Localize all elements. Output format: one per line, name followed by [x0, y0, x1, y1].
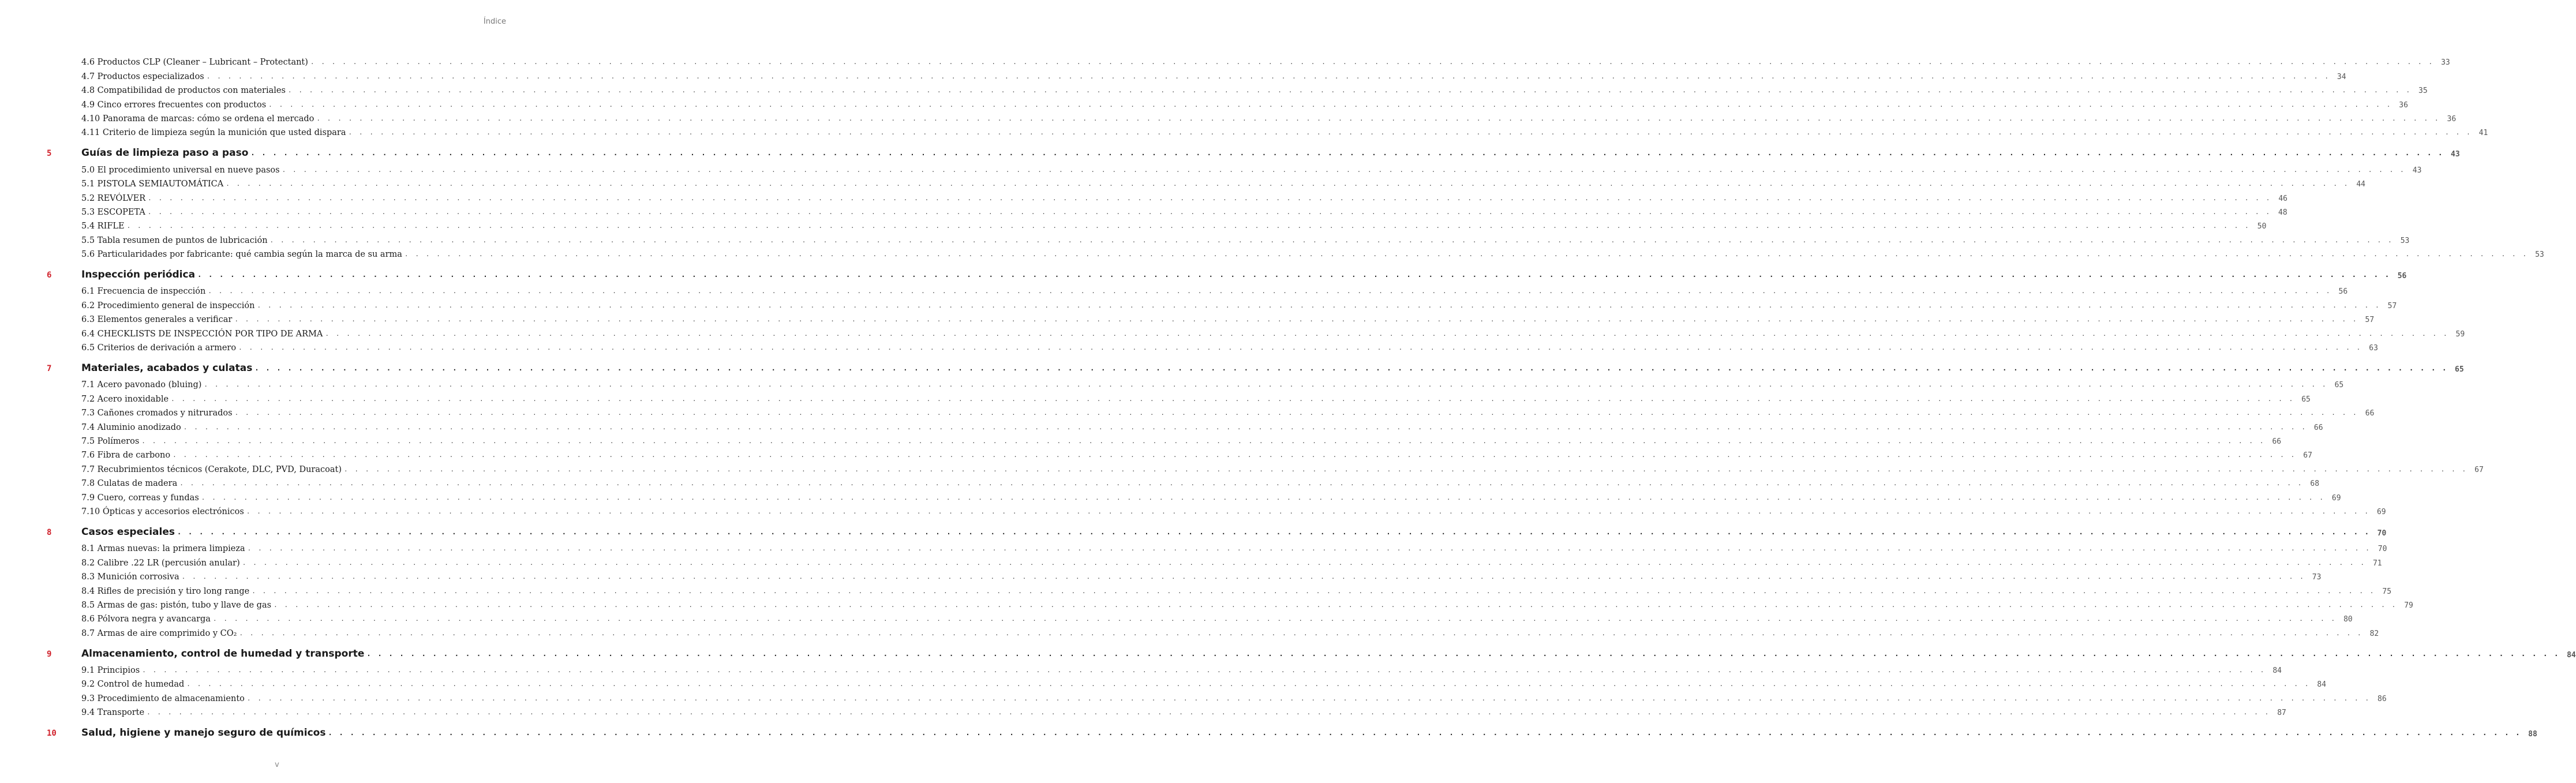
- dot-leader: . . . . . . . . . . . . . . . . . . . . . . . . . . . . . . . . . . . . . . . . . . . . . . . . . . . . . . . . . . . . . . . . . . . . . . . . . . . . . . . . . . . . . . . . . . . . . . . . . . . . . . . . . . . . . . . . . . . . . . . . . . . . . . . . . . . . . . . . . . . . . . . . . . . . . . . . . . . . . . . . . . . . . . . . . . . . . . . . . . . . . . . . . . . . . . . . . . . . . . . .: [282, 166, 2406, 174]
- dot-leader: . . . . . . . . . . . . . . . . . . . . . . . . . . . . . . . . . . . . . . . . . . . . . . . . . . . . . . . . . . . . . . . . . . . . . . . . . . . . . . . . . . . . . . . . . . . . . . . . . . . . . . . . . . . . . . . . . . . . . . . . . . . . . . . . . . . . . . . . . . . . . . . . . . . . . . . . . . . . . . . . . . . . . . . . . . . . . . . . . . . . . . . . . . . . . . . . . . . . . . . .: [234, 316, 2358, 324]
- entry-title: 4.10 Panorama de marcas: cómo se ordena el mercado: [81, 114, 316, 123]
- toc-chapter[interactable]: [47, 523, 2387, 538]
- toc-entry[interactable]: [81, 160, 2422, 175]
- page-number: 56: [2338, 287, 2348, 297]
- page-number: 66: [2272, 437, 2282, 446]
- page-number: 33: [2441, 58, 2450, 68]
- page-number: 34: [2337, 72, 2346, 81]
- page-number: 68: [2310, 479, 2320, 489]
- page-number: 48: [2278, 208, 2287, 217]
- entry-title: 8.4 Rifles de precisión y tiro long range: [81, 587, 252, 596]
- toc-entry[interactable]: [81, 675, 2327, 690]
- toc-entry[interactable]: [81, 582, 2392, 596]
- chapter-title: Almacenamiento, control de humedad y transporte: [81, 647, 365, 660]
- dot-leader: . . . . . . . . . . . . . . . . . . . . . . . . . . . . . . . . . . . . . . . . . . . . . . . . . . . . . . . . . . . . . . . . . . . . . . . . . . . . . . . . . . . . . . . . . . . . . . . . . . . . . . . . . . . . . . . . . . . . . . . . . . . . . . . . . . . . . . . . . . . . . . . . . . . . . . . . . . . . . . . . . . . . . . . . . . . . . . . . . . . . . . . . . . . . . . . . . . . . . . . .: [247, 545, 2371, 553]
- entry-title: 8.6 Pólvora negra y avancarga: [81, 615, 213, 624]
- dot-leader: . . . . . . . . . . . . . . . . . . . . . . . . . . . . . . . . . . . . . . . . . . . . . . . . . . . . . . . . . . . . . . . . . . . . . . . . . . . . . . . . . . . . . . . . . . . . . . . . . . . . . . . . . . . . . . . . . . . . . . . . . . . . . . . . . . . . . . . . . . . . . . . . . . . . . . . . . . . . . . . . . . . . . . . . . . . . . . . . . . . . . . . . . . . . . . . . . . . . . . . .: [238, 344, 2362, 352]
- page-number: 69: [2331, 493, 2341, 503]
- toc-entry[interactable]: [81, 568, 2322, 582]
- toc-chapter[interactable]: [47, 359, 2464, 374]
- page-number: 84: [2272, 666, 2282, 676]
- page-number: 59: [2455, 329, 2465, 339]
- entry-title: 9.2 Control de humedad: [81, 680, 186, 689]
- toc-entry[interactable]: [81, 540, 2387, 554]
- page-number: 53: [2535, 250, 2544, 260]
- page-number: 43: [2412, 166, 2422, 175]
- page-number: 36: [2399, 100, 2408, 110]
- toc-entry[interactable]: [81, 703, 2286, 718]
- toc-entry[interactable]: [81, 282, 2348, 297]
- toc-entry[interactable]: [81, 553, 2382, 568]
- entry-title: 8.3 Munición corrosiva: [81, 572, 182, 582]
- entry-title: 7.2 Acero inoxidable: [81, 395, 171, 404]
- entry-title: 7.9 Cuero, correas y fundas: [81, 493, 201, 503]
- page-number: 86: [2377, 694, 2387, 703]
- dot-leader: . . . . . . . . . . . . . . . . . . . . . . . . . . . . . . . . . . . . . . . . . . . . . . . . . . . . . . . . . . . . . . . . . . . . . . . . . . . . . . . . . . . . . . . . . . . . . . . . . . . . . . . . . . . . . . . . . . . . . . . . . . . . . . . . . . . . . . . . . . . . . . . . . . . . . . . . . . . . . . . . . . . . . . . . . . . . . . . . . . . . . . . . . . . . . . . . . . . . . . . .: [239, 629, 2363, 637]
- entry-title: 7.7 Recubrimientos técnicos (Cerakote, DLC, PVD, Duracoat): [81, 465, 344, 474]
- page-number: 35: [2418, 87, 2428, 96]
- entry-title: 4.11 Criterio de limpieza según la munición que usted dispara: [81, 128, 349, 137]
- dot-leader: . . . . . . . . . . . . . . . . . . . . . . . . . . . . . . . . . . . . . . . . . . . . . . . . . . . . . . . . . . . . . . . . . . . . . . . . . . . . . . . . . . . . . . . . . . . . . . . . . . . . . . . . . . . . . . . . . . . . . . . . . . . . . . . . . . . . . . . . . . . . . . . . . . . . . . . . . . . . . . . . . . . . . . . . . . . . . . . . . . . . . . . . . . . . . . . . . . . . . . . .: [148, 194, 2271, 202]
- toc-entry[interactable]: [81, 610, 2353, 624]
- entry-title: 7.4 Aluminio anodizado: [81, 423, 184, 432]
- toc-chapter[interactable]: [47, 645, 2576, 660]
- page-number: 57: [2365, 316, 2375, 325]
- dot-leader: . . . . . . . . . . . . . . . . . . . . . . . . . . . . . . . . . . . . . . . . . . . . . . . . . . . . . . . . . . . . . . . . . . . . . . . . . . . . . . . . . . . . . . . . . . . . . . . . . . . . . . . . . . . . . . . . . . . . . . . . . . . . . . . . . . . . . . . . . . . . . . . . . . . . . . . . . . . . . . . . . . . . . . . . . . . . . . . . . . . . . . . . . . . . . . . . . . . . . . . .: [242, 559, 2366, 567]
- toc-entry[interactable]: [81, 189, 2287, 203]
- chapter-title: Casos especiales: [81, 526, 175, 538]
- entry-title: 5.5 Tabla resumen de puntos de lubricación: [81, 236, 270, 245]
- dot-leader: . . . . . . . . . . . . . . . . . . . . . . . . . . . . . . . . . . . . . . . . . . . . . . . . . . . . . . . . . . . . . . . . . . . . . . . . . . . . . . . . . . . . . . . . . . . . . . . . . . . . . . . . . . . . . . . . . . . . . . . . . . . . . . . . . . . . . . . . . . . . . . . . . . . . . . . . . . . . . . . . . . . . . . . . . . . . . . . . . . . . . . . . . . . . . . . . . . . . . . . .: [274, 601, 2397, 609]
- toc-entry[interactable]: [81, 418, 2323, 432]
- entry-title: 6.4 CHECKLISTS DE INSPECCIÓN POR TIPO DE ARMA: [81, 329, 325, 339]
- page-number: 73: [2312, 573, 2322, 582]
- page-number: 71: [2372, 559, 2382, 568]
- page-number: 41: [2478, 129, 2488, 138]
- toc-entry[interactable]: [81, 81, 2428, 96]
- dot-leader: . . . . . . . . . . . . . . . . . . . . . . . . . . . . . . . . . . . . . . . . . . . . . . . . . . . . . . . . . . . . . . . . . . . . . . . . . . . . . . . . . . . . . . . . . . . . . . . . . . . . . . . . . . . . . . . . . . . . . . . . . . . . . . . . . . . . . . . . . . . . . . . . . . . . . . . . . . . . . . . . . . . . . . . . . . . . . . . . . . . . . . . . . . . . . . . . . . . . . . . .: [201, 493, 2325, 501]
- toc-chapter[interactable]: [47, 144, 2460, 159]
- running-head: Índice: [483, 17, 506, 26]
- page-number: 75: [2382, 587, 2392, 596]
- dot-leader: . . . . . . . . . . . . . . . . . . . . . . . . . . . . . . . . . . . . . . . . . . . . . . . . . . . . . . . . . . . . . . . . . . . . . . . . . . . . . . . . . . . . . . . . . . . . . . . . . . . . . . . . . . . . . . . . . . . . . . . . . . . . . . . . . . . . . . . . . . . . . . . . . . . . . . . . . . . . . . . . . . . . . . . . . . . . . . . . . . . . . . . . . . . . . . . . . . . . . . . .: [328, 729, 2521, 737]
- page-number: 69: [2376, 507, 2386, 516]
- dot-leader: . . . . . . . . . . . . . . . . . . . . . . . . . . . . . . . . . . . . . . . . . . . . . . . . . . . . . . . . . . . . . . . . . . . . . . . . . . . . . . . . . . . . . . . . . . . . . . . . . . . . . . . . . . . . . . . . . . . . . . . . . . . . . . . . . . . . . . . . . . . . . . . . . . . . . . . . . . . . . . . . . . . . . . . . . . . . . . . . . . . . . . . . . . . . . . . . . . . . . . . .: [197, 271, 2391, 279]
- dot-leader: . . . . . . . . . . . . . . . . . . . . . . . . . . . . . . . . . . . . . . . . . . . . . . . . . . . . . . . . . . . . . . . . . . . . . . . . . . . . . . . . . . . . . . . . . . . . . . . . . . . . . . . . . . . . . . . . . . . . . . . . . . . . . . . . . . . . . . . . . . . . . . . . . . . . . . . . . . . . . . . . . . . . . . . . . . . . . . . . . . . . . . . . . . . . . . . . . . . . . . . .: [183, 423, 2307, 431]
- toc-entry[interactable]: [81, 110, 2457, 123]
- page-number: 65: [2455, 365, 2464, 374]
- page-number: 67: [2474, 465, 2484, 474]
- dot-leader: . . . . . . . . . . . . . . . . . . . . . . . . . . . . . . . . . . . . . . . . . . . . . . . . . . . . . . . . . . . . . . . . . . . . . . . . . . . . . . . . . . . . . . . . . . . . . . . . . . . . . . . . . . . . . . . . . . . . . . . . . . . . . . . . . . . . . . . . . . . . . . . . . . . . . . . . . . . . . . . . . . . . . . . . . . . . . . . . . . . . . . . . . . . . . . . . . . . . . . . .: [348, 129, 2472, 137]
- dot-leader: . . . . . . . . . . . . . . . . . . . . . . . . . . . . . . . . . . . . . . . . . . . . . . . . . . . . . . . . . . . . . . . . . . . . . . . . . . . . . . . . . . . . . . . . . . . . . . . . . . . . . . . . . . . . . . . . . . . . . . . . . . . . . . . . . . . . . . . . . . . . . . . . . . . . . . . . . . . . . . . . . . . . . . . . . . . . . . . . . . . . . . . . . . . . . . . . . . . . . . . .: [366, 649, 2560, 658]
- page-folio: v: [275, 760, 279, 769]
- chapter-number: 7: [47, 364, 52, 374]
- table-of-contents: [0, 53, 2576, 739]
- dot-leader: . . . . . . . . . . . . . . . . . . . . . . . . . . . . . . . . . . . . . . . . . . . . . . . . . . . . . . . . . . . . . . . . . . . . . . . . . . . . . . . . . . . . . . . . . . . . . . . . . . . . . . . . . . . . . . . . . . . . . . . . . . . . . . . . . . . . . . . . . . . . . . . . . . . . . . . . . . . . . . . . . . . . . . . . . . . . . . . . . . . . . . . . . . . . . . . . . . . . . . . .: [246, 694, 2371, 702]
- toc-entry[interactable]: [81, 95, 2408, 110]
- dot-leader: . . . . . . . . . . . . . . . . . . . . . . . . . . . . . . . . . . . . . . . . . . . . . . . . . . . . . . . . . . . . . . . . . . . . . . . . . . . . . . . . . . . . . . . . . . . . . . . . . . . . . . . . . . . . . . . . . . . . . . . . . . . . . . . . . . . . . . . . . . . . . . . . . . . . . . . . . . . . . . . . . . . . . . . . . . . . . . . . . . . . . . . . . . . . . . . . . . . . . . . .: [268, 100, 2392, 108]
- chapter-title: Inspección periódica: [81, 269, 196, 281]
- dot-leader: . . . . . . . . . . . . . . . . . . . . . . . . . . . . . . . . . . . . . . . . . . . . . . . . . . . . . . . . . . . . . . . . . . . . . . . . . . . . . . . . . . . . . . . . . . . . . . . . . . . . . . . . . . . . . . . . . . . . . . . . . . . . . . . . . . . . . . . . . . . . . . . . . . . . . . . . . . . . . . . . . . . . . . . . . . . . . . . . . . . . . . . . . . . . . . . . . . . . . . . .: [254, 364, 2448, 373]
- dot-leader: . . . . . . . . . . . . . . . . . . . . . . . . . . . . . . . . . . . . . . . . . . . . . . . . . . . . . . . . . . . . . . . . . . . . . . . . . . . . . . . . . . . . . . . . . . . . . . . . . . . . . . . . . . . . . . . . . . . . . . . . . . . . . . . . . . . . . . . . . . . . . . . . . . . . . . . . . . . . . . . . . . . . . . . . . . . . . . . . . . . . . . . . . . . . . . . . . . . . . . . .: [234, 409, 2358, 417]
- dot-leader: . . . . . . . . . . . . . . . . . . . . . . . . . . . . . . . . . . . . . . . . . . . . . . . . . . . . . . . . . . . . . . . . . . . . . . . . . . . . . . . . . . . . . . . . . . . . . . . . . . . . . . . . . . . . . . . . . . . . . . . . . . . . . . . . . . . . . . . . . . . . . . . . . . . . . . . . . . . . . . . . . . . . . . . . . . . . . . . . . . . . . . . . . . . . . . . . . . . . . . . .: [204, 381, 2328, 389]
- entry-title: 7.8 Culatas de madera: [81, 479, 179, 488]
- toc-entry[interactable]: [81, 296, 2397, 310]
- entry-title: 6.3 Elementos generales a verificar: [81, 315, 234, 324]
- toc-chapter[interactable]: [47, 265, 2407, 281]
- entry-title: 5.2 REVÓLVER: [81, 194, 148, 203]
- dot-leader: . . . . . . . . . . . . . . . . . . . . . . . . . . . . . . . . . . . . . . . . . . . . . . . . . . . . . . . . . . . . . . . . . . . . . . . . . . . . . . . . . . . . . . . . . . . . . . . . . . . . . . . . . . . . . . . . . . . . . . . . . . . . . . . . . . . . . . . . . . . . . . . . . . . . . . . . . . . . . . . . . . . . . . . . . . . . . . . . . . . . . . . . . . . . . . . . . . . . . . . .: [147, 208, 2271, 216]
- chapter-title: Salud, higiene y manejo seguro de químicos: [81, 727, 326, 739]
- toc-entry[interactable]: [81, 310, 2375, 325]
- entry-title: 4.7 Productos especializados: [81, 72, 207, 81]
- toc-chapter[interactable]: [47, 724, 2537, 739]
- entry-title: 7.1 Acero pavonado (bluing): [81, 380, 204, 389]
- entry-title: 4.8 Compatibilidad de productos con materiales: [81, 86, 288, 95]
- dot-leader: . . . . . . . . . . . . . . . . . . . . . . . . . . . . . . . . . . . . . . . . . . . . . . . . . . . . . . . . . . . . . . . . . . . . . . . . . . . . . . . . . . . . . . . . . . . . . . . . . . . . . . . . . . . . . . . . . . . . . . . . . . . . . . . . . . . . . . . . . . . . . . . . . . . . . . . . . . . . . . . . . . . . . . . . . . . . . . . . . . . . . . . . . . . . . . . . . . . . . . . .: [404, 250, 2528, 258]
- entry-title: 9.3 Procedimiento de almacenamiento: [81, 694, 247, 703]
- page-number: 36: [2447, 114, 2457, 123]
- page-number: 87: [2277, 709, 2286, 718]
- page-number: 65: [2334, 381, 2344, 390]
- toc-entry[interactable]: [81, 503, 2386, 516]
- page-number: 63: [2369, 344, 2378, 353]
- chapter-number: 8: [47, 527, 52, 537]
- page-number: 66: [2313, 423, 2323, 432]
- entry-title: 4.9 Cinco errores frecuentes con productos: [81, 100, 268, 110]
- entry-title: 7.10 Ópticas y accesorios electrónicos: [81, 507, 246, 516]
- toc-entry[interactable]: [81, 404, 2375, 418]
- entry-title: 5.0 El procedimiento universal en nueve pasos: [81, 166, 282, 175]
- chapter-title: Materiales, acabados y culatas: [81, 362, 253, 374]
- dot-leader: . . . . . . . . . . . . . . . . . . . . . . . . . . . . . . . . . . . . . . . . . . . . . . . . . . . . . . . . . . . . . . . . . . . . . . . . . . . . . . . . . . . . . . . . . . . . . . . . . . . . . . . . . . . . . . . . . . . . . . . . . . . . . . . . . . . . . . . . . . . . . . . . . . . . . . . . . . . . . . . . . . . . . . . . . . . . . . . . . . . . . . . . . . . . . . . . . . . . . . . .: [246, 507, 2370, 515]
- chapter-number: 5: [47, 149, 52, 159]
- dot-leader: . . . . . . . . . . . . . . . . . . . . . . . . . . . . . . . . . . . . . . . . . . . . . . . . . . . . . . . . . . . . . . . . . . . . . . . . . . . . . . . . . . . . . . . . . . . . . . . . . . . . . . . . . . . . . . . . . . . . . . . . . . . . . . . . . . . . . . . . . . . . . . . . . . . . . . . . . . . . . . . . . . . . . . . . . . . . . . . . . . . . . . . . . . . . . . . . . . . . . . . .: [226, 180, 2350, 188]
- dot-leader: . . . . . . . . . . . . . . . . . . . . . . . . . . . . . . . . . . . . . . . . . . . . . . . . . . . . . . . . . . . . . . . . . . . . . . . . . . . . . . . . . . . . . . . . . . . . . . . . . . . . . . . . . . . . . . . . . . . . . . . . . . . . . . . . . . . . . . . . . . . . . . . . . . . . . . . . . . . . . . . . . . . . . . . . . . . . . . . . . . . . . . . . . . . . . . . . . . . . . . . .: [250, 149, 2444, 158]
- dot-leader: . . . . . . . . . . . . . . . . . . . . . . . . . . . . . . . . . . . . . . . . . . . . . . . . . . . . . . . . . . . . . . . . . . . . . . . . . . . . . . . . . . . . . . . . . . . . . . . . . . . . . . . . . . . . . . . . . . . . . . . . . . . . . . . . . . . . . . . . . . . . . . . . . . . . . . . . . . . . . . . . . . . . . . . . . . . . . . . . . . . . . . . . . . . . . . . . . . . . . . . .: [212, 615, 2337, 623]
- dot-leader: . . . . . . . . . . . . . . . . . . . . . . . . . . . . . . . . . . . . . . . . . . . . . . . . . . . . . . . . . . . . . . . . . . . . . . . . . . . . . . . . . . . . . . . . . . . . . . . . . . . . . . . . . . . . . . . . . . . . . . . . . . . . . . . . . . . . . . . . . . . . . . . . . . . . . . . . . . . . . . . . . . . . . . . . . . . . . . . . . . . . . . . . . . . . . . . . . . . . . . . .: [316, 114, 2440, 122]
- entry-title: 5.4 RIFLE: [81, 222, 127, 231]
- toc-entry[interactable]: [81, 446, 2312, 460]
- toc-entry[interactable]: [81, 339, 2378, 353]
- chapter-title: Guías de limpieza paso a paso: [81, 147, 249, 159]
- dot-leader: . . . . . . . . . . . . . . . . . . . . . . . . . . . . . . . . . . . . . . . . . . . . . . . . . . . . . . . . . . . . . . . . . . . . . . . . . . . . . . . . . . . . . . . . . . . . . . . . . . . . . . . . . . . . . . . . . . . . . . . . . . . . . . . . . . . . . . . . . . . . . . . . . . . . . . . . . . . . . . . . . . . . . . . . . . . . . . . . . . . . . . . . . . . . . . . . . . . . . . . .: [186, 680, 2311, 688]
- dot-leader: . . . . . . . . . . . . . . . . . . . . . . . . . . . . . . . . . . . . . . . . . . . . . . . . . . . . . . . . . . . . . . . . . . . . . . . . . . . . . . . . . . . . . . . . . . . . . . . . . . . . . . . . . . . . . . . . . . . . . . . . . . . . . . . . . . . . . . . . . . . . . . . . . . . . . . . . . . . . . . . . . . . . . . . . . . . . . . . . . . . . . . . . . . . . . . . . . . . . . . . .: [141, 437, 2266, 445]
- dot-leader: . . . . . . . . . . . . . . . . . . . . . . . . . . . . . . . . . . . . . . . . . . . . . . . . . . . . . . . . . . . . . . . . . . . . . . . . . . . . . . . . . . . . . . . . . . . . . . . . . . . . . . . . . . . . . . . . . . . . . . . . . . . . . . . . . . . . . . . . . . . . . . . . . . . . . . . . . . . . . . . . . . . . . . . . . . . . . . . . . . . . . . . . . . . . . . . . . . . . . . . .: [257, 301, 2381, 309]
- page-number: 43: [2451, 150, 2460, 159]
- entry-title: 6.1 Frecuencia de inspección: [81, 287, 208, 296]
- dot-leader: . . . . . . . . . . . . . . . . . . . . . . . . . . . . . . . . . . . . . . . . . . . . . . . . . . . . . . . . . . . . . . . . . . . . . . . . . . . . . . . . . . . . . . . . . . . . . . . . . . . . . . . . . . . . . . . . . . . . . . . . . . . . . . . . . . . . . . . . . . . . . . . . . . . . . . . . . . . . . . . . . . . . . . . . . . . . . . . . . . . . . . . . . . . . . . . . . . . . . . . .: [147, 709, 2270, 717]
- dot-leader: . . . . . . . . . . . . . . . . . . . . . . . . . . . . . . . . . . . . . . . . . . . . . . . . . . . . . . . . . . . . . . . . . . . . . . . . . . . . . . . . . . . . . . . . . . . . . . . . . . . . . . . . . . . . . . . . . . . . . . . . . . . . . . . . . . . . . . . . . . . . . . . . . . . . . . . . . . . . . . . . . . . . . . . . . . . . . . . . . . . . . . . . . . . . . . . . . . . . . . . .: [269, 236, 2394, 244]
- toc-entry[interactable]: [81, 67, 2346, 81]
- toc-entry[interactable]: [81, 324, 2465, 339]
- page-number: 44: [2356, 180, 2366, 189]
- dot-leader: . . . . . . . . . . . . . . . . . . . . . . . . . . . . . . . . . . . . . . . . . . . . . . . . . . . . . . . . . . . . . . . . . . . . . . . . . . . . . . . . . . . . . . . . . . . . . . . . . . . . . . . . . . . . . . . . . . . . . . . . . . . . . . . . . . . . . . . . . . . . . . . . . . . . . . . . . . . . . . . . . . . . . . . . . . . . . . . . . . . . . . . . . . . . . . . . . . . . . . . .: [208, 287, 2332, 295]
- entry-title: 5.6 Particularidades por fabricante: qué cambia según la marca de su arma: [81, 250, 405, 259]
- dot-leader: . . . . . . . . . . . . . . . . . . . . . . . . . . . . . . . . . . . . . . . . . . . . . . . . . . . . . . . . . . . . . . . . . . . . . . . . . . . . . . . . . . . . . . . . . . . . . . . . . . . . . . . . . . . . . . . . . . . . . . . . . . . . . . . . . . . . . . . . . . . . . . . . . . . . . . . . . . . . . . . . . . . . . . . . . . . . . . . . . . . . . . . . . . . . . . . . . . . . . . . .: [173, 451, 2296, 459]
- page-number: 53: [2400, 236, 2410, 245]
- page-number: 46: [2278, 194, 2287, 203]
- toc-entry[interactable]: [81, 661, 2282, 676]
- toc-entry[interactable]: [81, 245, 2544, 260]
- page-number: 80: [2343, 615, 2353, 624]
- toc-entry[interactable]: [81, 123, 2488, 138]
- toc-entry[interactable]: [81, 689, 2387, 703]
- dot-leader: . . . . . . . . . . . . . . . . . . . . . . . . . . . . . . . . . . . . . . . . . . . . . . . . . . . . . . . . . . . . . . . . . . . . . . . . . . . . . . . . . . . . . . . . . . . . . . . . . . . . . . . . . . . . . . . . . . . . . . . . . . . . . . . . . . . . . . . . . . . . . . . . . . . . . . . . . . . . . . . . . . . . . . . . . . . . . . . . . . . . . . . . . . . . . . . . . . . . . . . .: [287, 87, 2412, 95]
- chapter-number: 10: [47, 729, 57, 739]
- dot-leader: . . . . . . . . . . . . . . . . . . . . . . . . . . . . . . . . . . . . . . . . . . . . . . . . . . . . . . . . . . . . . . . . . . . . . . . . . . . . . . . . . . . . . . . . . . . . . . . . . . . . . . . . . . . . . . . . . . . . . . . . . . . . . . . . . . . . . . . . . . . . . . . . . . . . . . . . . . . . . . . . . . . . . . . . . . . . . . . . . . . . . . . . . . . . . . . . . . . . . . . .: [181, 573, 2305, 581]
- dot-leader: . . . . . . . . . . . . . . . . . . . . . . . . . . . . . . . . . . . . . . . . . . . . . . . . . . . . . . . . . . . . . . . . . . . . . . . . . . . . . . . . . . . . . . . . . . . . . . . . . . . . . . . . . . . . . . . . . . . . . . . . . . . . . . . . . . . . . . . . . . . . . . . . . . . . . . . . . . . . . . . . . . . . . . . . . . . . . . . . . . . . . . . . . . . . . . . . . . . . . . . .: [206, 72, 2330, 80]
- dot-leader: . . . . . . . . . . . . . . . . . . . . . . . . . . . . . . . . . . . . . . . . . . . . . . . . . . . . . . . . . . . . . . . . . . . . . . . . . . . . . . . . . . . . . . . . . . . . . . . . . . . . . . . . . . . . . . . . . . . . . . . . . . . . . . . . . . . . . . . . . . . . . . . . . . . . . . . . . . . . . . . . . . . . . . . . . . . . . . . . . . . . . . . . . . . . . . . . . . . . . . . .: [325, 329, 2449, 338]
- chapter-number: 9: [47, 649, 52, 659]
- entry-title: 5.3 ESCOPETA: [81, 208, 148, 217]
- page-number: 50: [2257, 222, 2267, 231]
- entry-title: 6.5 Criterios de derivación a armero: [81, 343, 238, 353]
- entry-title: 9.4 Transporte: [81, 708, 147, 717]
- entry-title: 8.2 Calibre .22 LR (percusión anular): [81, 559, 242, 568]
- page-number: 57: [2387, 301, 2397, 310]
- entry-title: 8.7 Armas de aire comprimido y CO₂: [81, 629, 239, 638]
- entry-title: 7.3 Cañones cromados y nitrurados: [81, 409, 235, 418]
- toc-entry[interactable]: [81, 203, 2287, 217]
- entry-title: 7.5 Polímeros: [81, 437, 141, 446]
- dot-leader: . . . . . . . . . . . . . . . . . . . . . . . . . . . . . . . . . . . . . . . . . . . . . . . . . . . . . . . . . . . . . . . . . . . . . . . . . . . . . . . . . . . . . . . . . . . . . . . . . . . . . . . . . . . . . . . . . . . . . . . . . . . . . . . . . . . . . . . . . . . . . . . . . . . . . . . . . . . . . . . . . . . . . . . . . . . . . . . . . . . . . . . . . . . . . . . . . . . . . . . .: [179, 479, 2304, 488]
- page-number: 70: [2377, 545, 2387, 554]
- toc-entry[interactable]: [81, 217, 2267, 231]
- page-number: 84: [2317, 680, 2327, 690]
- page-number: 70: [2377, 529, 2387, 538]
- page-number: 82: [2369, 629, 2379, 638]
- dot-leader: . . . . . . . . . . . . . . . . . . . . . . . . . . . . . . . . . . . . . . . . . . . . . . . . . . . . . . . . . . . . . . . . . . . . . . . . . . . . . . . . . . . . . . . . . . . . . . . . . . . . . . . . . . . . . . . . . . . . . . . . . . . . . . . . . . . . . . . . . . . . . . . . . . . . . . . . . . . . . . . . . . . . . . . . . . . . . . . . . . . . . . . . . . . . . . . . . . . . . . . .: [126, 222, 2251, 230]
- page-number: 84: [2567, 650, 2576, 660]
- toc-entry[interactable]: [81, 432, 2282, 446]
- dot-leader: . . . . . . . . . . . . . . . . . . . . . . . . . . . . . . . . . . . . . . . . . . . . . . . . . . . . . . . . . . . . . . . . . . . . . . . . . . . . . . . . . . . . . . . . . . . . . . . . . . . . . . . . . . . . . . . . . . . . . . . . . . . . . . . . . . . . . . . . . . . . . . . . . . . . . . . . . . . . . . . . . . . . . . . . . . . . . . . . . . . . . . . . . . . . . . . . . . . . . . . .: [310, 58, 2434, 66]
- page-number: 79: [2404, 601, 2413, 610]
- dot-leader: . . . . . . . . . . . . . . . . . . . . . . . . . . . . . . . . . . . . . . . . . . . . . . . . . . . . . . . . . . . . . . . . . . . . . . . . . . . . . . . . . . . . . . . . . . . . . . . . . . . . . . . . . . . . . . . . . . . . . . . . . . . . . . . . . . . . . . . . . . . . . . . . . . . . . . . . . . . . . . . . . . . . . . . . . . . . . . . . . . . . . . . . . . . . . . . . . . . . . . . .: [343, 465, 2468, 473]
- page-number: 65: [2301, 395, 2311, 404]
- entry-title: 6.2 Procedimiento general de inspección: [81, 301, 257, 310]
- toc-entry[interactable]: [81, 175, 2366, 189]
- page-number: 66: [2365, 409, 2375, 418]
- entry-title: 4.6 Productos CLP (Cleaner – Lubricant – Protectant): [81, 58, 310, 67]
- entry-title: 7.6 Fibra de carbono: [81, 451, 173, 460]
- dot-leader: . . . . . . . . . . . . . . . . . . . . . . . . . . . . . . . . . . . . . . . . . . . . . . . . . . . . . . . . . . . . . . . . . . . . . . . . . . . . . . . . . . . . . . . . . . . . . . . . . . . . . . . . . . . . . . . . . . . . . . . . . . . . . . . . . . . . . . . . . . . . . . . . . . . . . . . . . . . . . . . . . . . . . . . . . . . . . . . . . . . . . . . . . . . . . . . . . . . . . . . .: [171, 395, 2294, 403]
- toc-entry[interactable]: [81, 53, 2450, 68]
- toc-entry[interactable]: [81, 231, 2410, 245]
- toc-entry[interactable]: [81, 460, 2484, 474]
- chapter-number: 6: [47, 271, 52, 280]
- page-number: 88: [2528, 730, 2537, 739]
- page-number: 56: [2397, 272, 2407, 281]
- entry-title: 8.5 Armas de gas: pistón, tubo y llave de gas: [81, 601, 274, 610]
- dot-leader: . . . . . . . . . . . . . . . . . . . . . . . . . . . . . . . . . . . . . . . . . . . . . . . . . . . . . . . . . . . . . . . . . . . . . . . . . . . . . . . . . . . . . . . . . . . . . . . . . . . . . . . . . . . . . . . . . . . . . . . . . . . . . . . . . . . . . . . . . . . . . . . . . . . . . . . . . . . . . . . . . . . . . . . . . . . . . . . . . . . . . . . . . . . . . . . . . . . . . . . .: [177, 527, 2371, 536]
- entry-title: 8.1 Armas nuevas: la primera limpieza: [81, 544, 248, 553]
- toc-entry[interactable]: [81, 389, 2311, 404]
- toc-entry[interactable]: [81, 376, 2344, 390]
- page-number: 67: [2303, 451, 2312, 460]
- entry-title: 9.1 Principios: [81, 666, 142, 675]
- dot-leader: . . . . . . . . . . . . . . . . . . . . . . . . . . . . . . . . . . . . . . . . . . . . . . . . . . . . . . . . . . . . . . . . . . . . . . . . . . . . . . . . . . . . . . . . . . . . . . . . . . . . . . . . . . . . . . . . . . . . . . . . . . . . . . . . . . . . . . . . . . . . . . . . . . . . . . . . . . . . . . . . . . . . . . . . . . . . . . . . . . . . . . . . . . . . . . . . . . . . . . . .: [252, 587, 2376, 595]
- toc-entry[interactable]: [81, 624, 2379, 638]
- toc-entry[interactable]: [81, 596, 2413, 610]
- toc-entry[interactable]: [81, 488, 2341, 503]
- toc-entry[interactable]: [81, 474, 2320, 489]
- entry-title: 5.1 PISTOLA SEMIAUTOMÁTICA: [81, 179, 226, 189]
- dot-leader: . . . . . . . . . . . . . . . . . . . . . . . . . . . . . . . . . . . . . . . . . . . . . . . . . . . . . . . . . . . . . . . . . . . . . . . . . . . . . . . . . . . . . . . . . . . . . . . . . . . . . . . . . . . . . . . . . . . . . . . . . . . . . . . . . . . . . . . . . . . . . . . . . . . . . . . . . . . . . . . . . . . . . . . . . . . . . . . . . . . . . . . . . . . . . . . . . . . . . . . .: [142, 666, 2266, 675]
